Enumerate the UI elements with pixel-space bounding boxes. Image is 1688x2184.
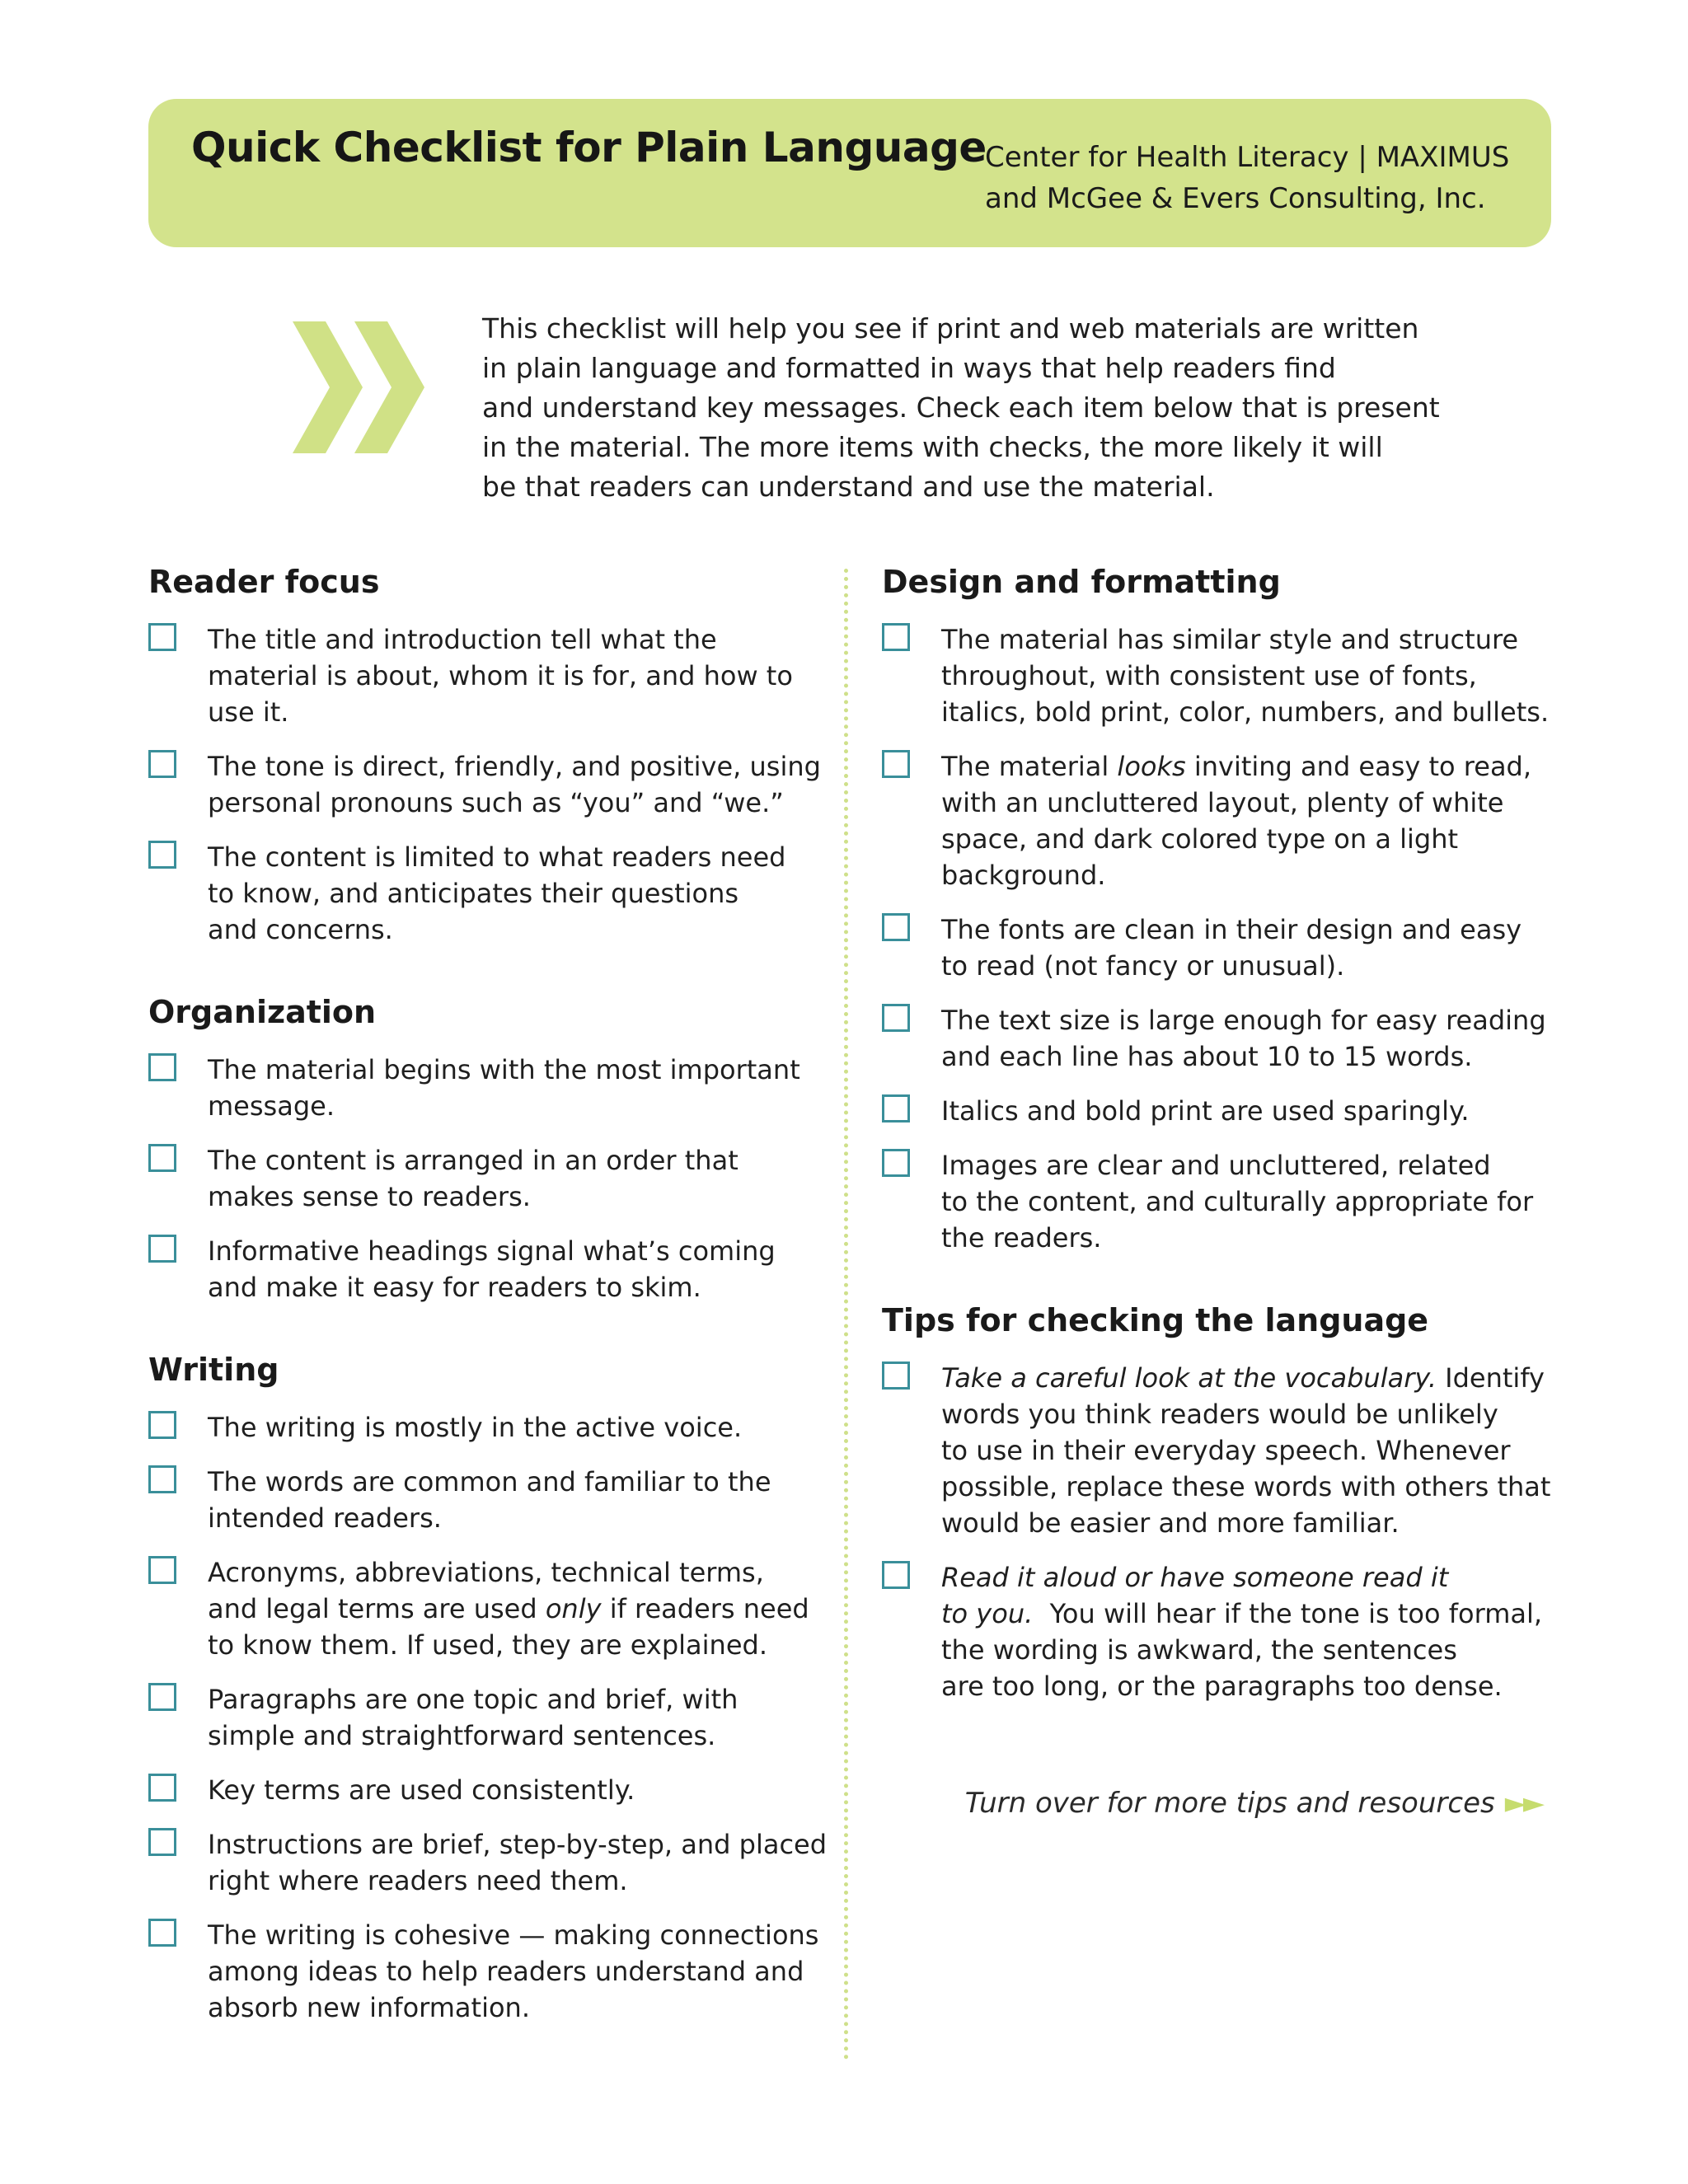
text-line: Instructions are brief, step-by-step, and placed: [208, 1829, 828, 1860]
text-run: Identify: [1436, 1362, 1545, 1394]
item-text: [941, 621, 1549, 730]
text-line: Informative headings signal what’s coming: [208, 1235, 776, 1267]
intro-paragraph: [482, 309, 1471, 507]
text-line: personal pronouns such as “you” and “we.”: [208, 787, 784, 818]
emphasis-text: only: [545, 1593, 602, 1624]
text-line: would be easier and more familiar.: [941, 1507, 1400, 1539]
emphasis-text: looks: [1117, 751, 1186, 782]
checkbox[interactable]: [882, 1149, 910, 1177]
checkbox[interactable]: [148, 1235, 176, 1263]
item-text: [208, 621, 793, 730]
text-line: and make it easy for readers to skim.: [208, 1272, 701, 1303]
item-text: [941, 1002, 1546, 1075]
item-text: [208, 1681, 738, 1754]
checkbox[interactable]: [148, 841, 176, 869]
text-run: inviting and easy to read,: [1185, 751, 1532, 782]
double-chevron-icon: [293, 321, 429, 453]
left-column: [148, 560, 832, 2069]
text-line: Italics and bold print are used sparingly.: [941, 1095, 1470, 1127]
checklist-item: [882, 1360, 1566, 1541]
text-line: with an uncluttered layout, plenty of white: [941, 787, 1504, 818]
section-title: Organization: [148, 994, 377, 1030]
text-run: if readers need: [601, 1593, 809, 1624]
item-text: [941, 1360, 1550, 1541]
text-line: to know, and anticipates their questions: [208, 878, 739, 909]
checklist-item: [148, 1772, 832, 1808]
section-tips: [882, 1299, 1566, 1704]
checkbox[interactable]: [148, 750, 176, 778]
item-text: [208, 1052, 800, 1124]
item-text: [941, 748, 1531, 893]
text-line: the wording is awkward, the sentences: [941, 1634, 1457, 1666]
organization-credit: [985, 137, 1509, 219]
text-line: [941, 748, 1531, 785]
text-line: to know them. If used, they are explained.: [208, 1629, 767, 1661]
checkbox[interactable]: [148, 1828, 176, 1856]
text-line: possible, replace these words with others that: [941, 1471, 1551, 1502]
turn-over-text: Turn over for more tips and resources: [964, 1787, 1495, 1820]
text-line: The content is limited to what readers need: [208, 841, 786, 873]
text-line: The writing is mostly in the active voice.: [208, 1412, 743, 1443]
checkbox[interactable]: [148, 1411, 176, 1439]
text-line: right where readers need them.: [208, 1865, 628, 1896]
text-run: and legal terms are used: [208, 1593, 546, 1624]
checklist-item: [882, 1002, 1566, 1075]
text-line: Paragraphs are one topic and brief, with: [208, 1684, 738, 1715]
text-line: [941, 1360, 1550, 1396]
checklist-item: [148, 1917, 832, 2026]
text-line: background.: [941, 860, 1106, 891]
text-line: italics, bold print, color, numbers, and bullets.: [941, 696, 1550, 728]
text-run: The material: [941, 751, 1118, 782]
text-line: throughout, with consistent use of fonts,: [941, 660, 1477, 691]
text-line: intended readers.: [208, 1502, 442, 1534]
item-text: [941, 1093, 1470, 1129]
intro-line: in the material. The more items with checks, the more likely it will: [482, 431, 1383, 463]
text-line: The words are common and familiar to the: [208, 1466, 771, 1497]
text-line: Key terms are used consistently.: [208, 1774, 635, 1806]
text-line: The material has similar style and structure: [941, 624, 1519, 655]
checkbox[interactable]: [882, 1561, 910, 1589]
checklist-item: [882, 1093, 1566, 1129]
item-text: [208, 1142, 738, 1215]
text-line: message.: [208, 1090, 335, 1122]
checklist-item: [882, 912, 1566, 984]
text-run: You will hear if the tone is too formal,: [1033, 1598, 1543, 1629]
checklist-item: [148, 621, 832, 730]
intro-line: This checklist will help you see if print and web materials are written: [482, 312, 1419, 344]
org-line-2: and McGee & Evers Consulting, Inc.: [985, 182, 1486, 215]
text-line: and each line has about 10 to 15 words.: [941, 1041, 1473, 1072]
checklist-item: [882, 748, 1566, 893]
text-line: words you think readers would be unlikely: [941, 1399, 1498, 1430]
checkbox[interactable]: [882, 1004, 910, 1032]
section-title: Design and formatting: [882, 564, 1281, 600]
checkbox[interactable]: [148, 623, 176, 651]
text-line: [208, 1591, 809, 1627]
checkbox[interactable]: [148, 1144, 176, 1172]
text-line: to read (not fancy or unusual).: [941, 950, 1345, 982]
item-text: [208, 1772, 635, 1808]
text-line: The material begins with the most important: [208, 1054, 800, 1085]
text-line: space, and dark colored type on a light: [941, 823, 1459, 855]
section-reader-focus: [148, 560, 832, 948]
item-text: [941, 1147, 1533, 1256]
checklist-item: [148, 1681, 832, 1754]
checkbox[interactable]: [148, 1774, 176, 1802]
checkbox[interactable]: [148, 1556, 176, 1584]
item-text: [208, 839, 785, 948]
checkbox[interactable]: [882, 1094, 910, 1122]
text-line: and concerns.: [208, 914, 393, 945]
column-divider: [844, 569, 848, 2060]
turn-over-note: [882, 1787, 1541, 1820]
section-title: Writing: [148, 1352, 279, 1388]
text-line: Acronyms, abbreviations, technical terms,: [208, 1557, 764, 1588]
text-line: [941, 1596, 1542, 1632]
text-line: to use in their everyday speech. Whenever: [941, 1435, 1511, 1466]
intro-line: be that readers can understand and use the material.: [482, 471, 1215, 503]
checklist-item: [882, 1559, 1566, 1704]
section-title: Reader focus: [148, 564, 380, 600]
text-line: The content is arranged in an order that: [208, 1145, 738, 1176]
text-line: to the content, and culturally appropriate for: [941, 1186, 1534, 1217]
intro-line: in plain language and formatted in ways that help readers find: [482, 352, 1336, 384]
text-line: The text size is large enough for easy reading: [941, 1005, 1546, 1036]
emphasis-text: Read it aloud or have someone read it: [941, 1562, 1449, 1593]
checklist-item: [148, 1464, 832, 1536]
text-line: absorb new information.: [208, 1992, 530, 2023]
section-design-formatting: [882, 560, 1566, 1256]
checklist-item: [148, 1142, 832, 1215]
checkbox[interactable]: [148, 1465, 176, 1493]
checklist-item: [148, 1826, 832, 1899]
right-column: [882, 560, 1566, 1747]
checklist-item: [148, 839, 832, 948]
item-text: [208, 748, 821, 821]
item-text: [208, 1409, 742, 1446]
text-line: The title and introduction tell what the: [208, 624, 717, 655]
checkbox[interactable]: [148, 1919, 176, 1947]
section-organization: [148, 991, 832, 1305]
item-text: [208, 1554, 809, 1663]
checkbox[interactable]: [882, 1361, 910, 1390]
checklist-item: [148, 1554, 832, 1663]
item-text: [941, 912, 1522, 984]
item-text: [208, 1826, 827, 1899]
section-writing: [148, 1348, 832, 2026]
text-line: use it.: [208, 696, 289, 728]
header-banner: [148, 99, 1551, 247]
item-text: [208, 1233, 776, 1305]
text-line: simple and straightforward sentences.: [208, 1720, 716, 1751]
text-line: material is about, whom it is for, and how to: [208, 660, 793, 691]
text-line: The writing is cohesive — making connections: [208, 1919, 819, 1951]
checkbox[interactable]: [882, 623, 910, 651]
checkbox[interactable]: [148, 1053, 176, 1081]
checkbox[interactable]: [148, 1683, 176, 1711]
play-arrows-icon: ►►: [1504, 1787, 1541, 1820]
section-title: Tips for checking the language: [882, 1302, 1429, 1338]
checkbox[interactable]: [882, 913, 910, 941]
text-line: The tone is direct, friendly, and positive, using: [208, 751, 821, 782]
text-line: The fonts are clean in their design and easy: [941, 914, 1522, 945]
item-text: [208, 1917, 818, 2026]
text-line: among ideas to help readers understand and: [208, 1956, 804, 1987]
intro-line: and understand key messages. Check each item below that is present: [482, 391, 1440, 424]
checklist-item: [882, 621, 1566, 730]
page-title: Quick Checklist for Plain Language: [191, 124, 987, 171]
text-line: Images are clear and uncluttered, related: [941, 1150, 1491, 1181]
text-line: the readers.: [941, 1222, 1102, 1254]
org-line-1: Center for Health Literacy | MAXIMUS: [985, 141, 1510, 174]
checkbox[interactable]: [882, 750, 910, 778]
text-line: makes sense to readers.: [208, 1181, 531, 1212]
checklist-item: [882, 1147, 1566, 1256]
item-text: [941, 1559, 1542, 1704]
checklist-item: [148, 748, 832, 821]
emphasis-text: to you.: [941, 1598, 1034, 1629]
emphasis-text: Take a careful look at the vocabulary.: [941, 1362, 1437, 1394]
checklist-item: [148, 1233, 832, 1305]
text-line: are too long, or the paragraphs too dense.: [941, 1671, 1503, 1702]
checklist-item: [148, 1052, 832, 1124]
item-text: [208, 1464, 771, 1536]
checklist-item: [148, 1409, 832, 1446]
